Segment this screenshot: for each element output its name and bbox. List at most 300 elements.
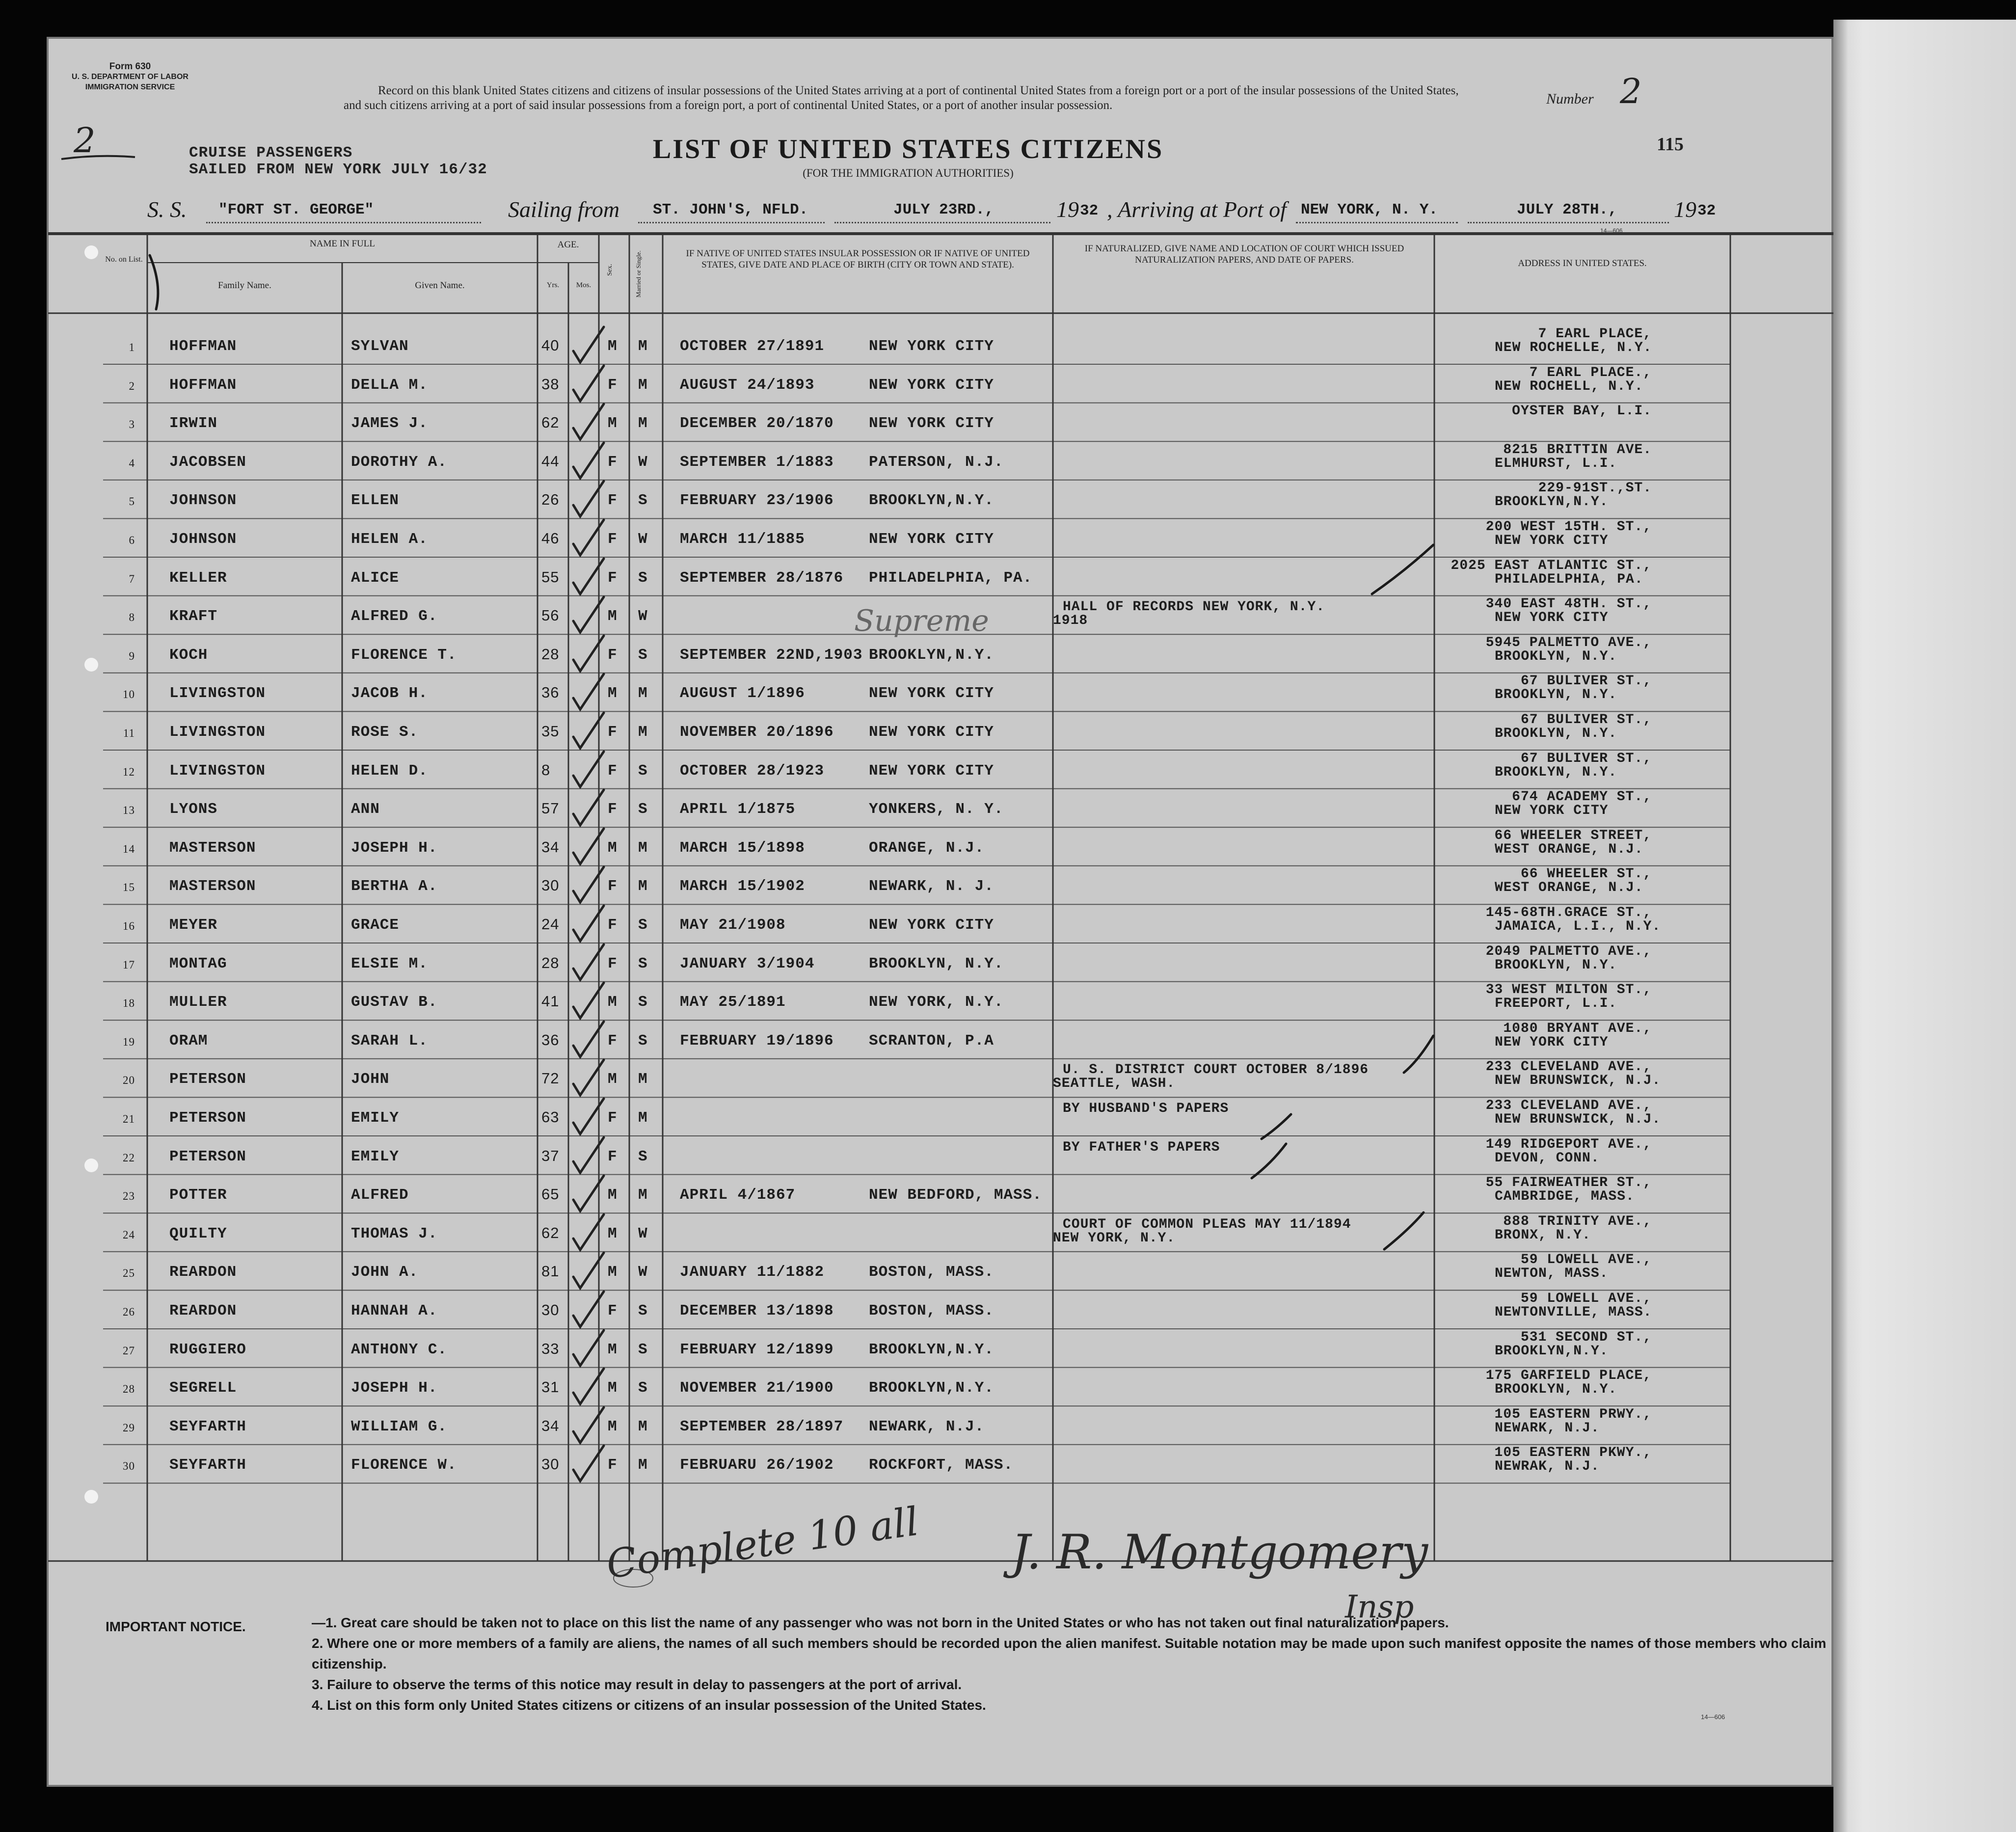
row-number: 2	[129, 379, 135, 392]
age-years: 31	[541, 1378, 560, 1396]
check-mark-icon	[569, 1404, 614, 1449]
row-number: 13	[123, 804, 135, 817]
marital-status: W	[638, 608, 648, 625]
birth-date: AUGUST 24/1893	[680, 376, 815, 394]
sailing-from: ST. JOHN'S, NFLD.	[653, 201, 808, 218]
ship-name: "FORT ST. GEORGE"	[218, 201, 374, 218]
address-line-1: 145-68TH.GRACE ST.,	[1485, 905, 1652, 920]
age-years: 35	[541, 723, 560, 740]
age-years: 63	[541, 1108, 560, 1126]
given-name: ALICE	[351, 569, 400, 587]
row-number: 7	[129, 572, 135, 585]
supreme-note: Supreme	[854, 604, 989, 638]
birth-place: BOSTON, MASS.	[869, 1264, 994, 1281]
page-title: LIST OF UNITED STATES CITIZENS	[652, 134, 1164, 164]
sex: F	[608, 646, 618, 664]
marital-status: S	[638, 994, 648, 1011]
given-name: ANN	[351, 801, 380, 818]
marital-status: S	[638, 1148, 648, 1165]
row-number: 15	[123, 881, 135, 894]
naturalization-location: NEW YORK, N.Y.	[1053, 1230, 1176, 1246]
sex: F	[608, 955, 618, 972]
check-mark-icon	[569, 1443, 614, 1487]
address-line-1: OYSTER BAY, L.I.	[1512, 404, 1652, 419]
family-name: PETERSON	[169, 1109, 246, 1127]
marital-status: S	[638, 762, 648, 780]
given-name: FLORENCE T.	[351, 646, 457, 664]
family-name: REARDON	[169, 1264, 237, 1281]
family-name: PETERSON	[169, 1071, 246, 1088]
address-line-2: BROOKLYN,N.Y.	[1495, 1343, 1609, 1359]
notice-item: 2. Where one or more members of a family are aliens, the names of all such members should be recorded upon the alien manifest. Suitable notation may be made upon such manifest opposite the names of those members who claim citizenship.	[312, 1636, 1827, 1671]
address-line-1: 33 WEST MILTON ST.,	[1485, 982, 1652, 998]
address-line-1: 59 LOWELL AVE.,	[1520, 1252, 1652, 1268]
address-line-2: NEW BRUNSWICK, N.J.	[1495, 1112, 1661, 1127]
age-years: 33	[541, 1340, 560, 1357]
sailing-date: JULY 23RD.,	[893, 201, 994, 218]
family-name: IRWIN	[169, 415, 218, 432]
birth-date: MARCH 11/1885	[680, 531, 805, 548]
sex: F	[608, 569, 618, 587]
address-line-1: 66 WHEELER STREET,	[1494, 828, 1652, 843]
family-name: MASTERSON	[169, 878, 256, 895]
header-address: ADDRESS IN UNITED STATES.	[1518, 258, 1647, 269]
sex: M	[608, 1225, 618, 1242]
row-number: 5	[129, 495, 135, 508]
birth-date: SEPTEMBER 22ND,1903	[680, 646, 863, 664]
row-number: 25	[123, 1267, 135, 1280]
footer-code: 14—606	[1701, 1713, 1725, 1721]
page-number: 115	[1657, 134, 1684, 155]
given-name: ANTHONY C.	[351, 1341, 448, 1358]
form-identifier	[71, 61, 189, 92]
row-number: 3	[129, 418, 135, 431]
sex: M	[608, 839, 618, 857]
header-naturalized: IF NATURALIZED, GIVE NAME AND LOCATION OF COURT WHICH ISSUED NATURALIZATION PAPERS, AND DATE OF PAPERS.	[1084, 243, 1404, 265]
sex: M	[608, 1418, 618, 1435]
birth-date: MARCH 15/1902	[680, 878, 805, 895]
row-number: 30	[123, 1460, 135, 1473]
marital-status: M	[638, 1456, 648, 1474]
check-mark-icon	[569, 942, 614, 986]
address-line-1: 67 BULIVER ST.,	[1520, 751, 1652, 766]
marital-status: M	[638, 1186, 648, 1204]
family-name: LIVINGSTON	[169, 685, 266, 702]
address-line-1: 2049 PALMETTO AVE.,	[1485, 943, 1652, 959]
naturalization-court: BY HUSBAND'S PAPERS	[1063, 1101, 1229, 1116]
family-name: HOFFMAN	[169, 376, 237, 394]
given-name: HELEN A.	[351, 531, 428, 548]
sex: F	[608, 762, 618, 780]
age-years: 41	[541, 993, 560, 1010]
sex: F	[608, 724, 618, 741]
address-line-1: 340 EAST 48TH. ST.,	[1485, 596, 1652, 612]
address-line-2: BROOKLYN, N.Y.	[1495, 687, 1617, 703]
family-name: POTTER	[169, 1186, 227, 1204]
family-name: LIVINGSTON	[169, 724, 266, 741]
check-mark-icon	[569, 440, 614, 484]
given-name: FLORENCE W.	[351, 1456, 457, 1474]
address-line-1: 7 EARL PLACE.,	[1529, 365, 1652, 380]
given-name: BERTHA A.	[351, 878, 438, 895]
reference-code: 14—606	[1600, 227, 1623, 234]
birth-place: NEW YORK CITY	[869, 916, 994, 934]
sailing-year: 32	[1080, 202, 1099, 219]
age-years: 28	[541, 645, 560, 663]
age-years: 8	[541, 761, 551, 779]
age-years: 81	[541, 1263, 560, 1280]
address-line-2: NEW BRUNSWICK, N.J.	[1495, 1073, 1661, 1089]
ss-label: S. S.	[147, 197, 187, 222]
address-line-1: 105 EASTERN PKWY.,	[1494, 1445, 1652, 1461]
birth-place: NEW YORK CITY	[869, 762, 994, 780]
given-name: ELLEN	[351, 492, 400, 510]
birth-place: NEW YORK CITY	[869, 724, 994, 741]
row-number: 4	[129, 457, 135, 469]
address-line-1: 229-91ST.,ST.	[1538, 481, 1652, 496]
age-years: 62	[541, 414, 560, 431]
address-line-2: BROOKLYN, N.Y.	[1495, 726, 1617, 741]
header-family-name: Family Name.	[218, 280, 271, 291]
row-number: 9	[129, 649, 135, 662]
check-mark-icon	[569, 671, 614, 715]
naturalization-location: 1918	[1053, 613, 1088, 629]
family-name: KRAFT	[169, 608, 218, 625]
sex: F	[608, 1148, 618, 1165]
address-line-1: 233 CLEVELAND AVE.,	[1485, 1059, 1652, 1075]
row-number: 24	[123, 1228, 135, 1241]
sex: F	[608, 801, 618, 818]
address-line-1: 59 LOWELL AVE.,	[1520, 1291, 1652, 1306]
family-name: JOHNSON	[169, 492, 237, 510]
row-number: 22	[123, 1151, 135, 1164]
check-mark-icon	[569, 517, 614, 561]
family-name: SEGRELL	[169, 1379, 237, 1397]
address-line-2: NEWTONVILLE, MASS.	[1495, 1305, 1652, 1320]
given-name: SARAH L.	[351, 1032, 428, 1050]
marital-status: S	[638, 1379, 648, 1397]
birth-place: NEWARK, N. J.	[869, 878, 994, 895]
sailing-label: Sailing from	[508, 197, 620, 222]
address-line-2: NEW YORK CITY	[1495, 1034, 1609, 1050]
address-line-1: 8215 BRITTIN AVE.	[1503, 442, 1652, 458]
birth-place: NEW YORK CITY	[869, 338, 994, 355]
address-line-2: CAMBRIDGE, MASS.	[1495, 1189, 1635, 1205]
birth-place: NEWARK, N.J.	[869, 1418, 985, 1435]
check-mark-icon	[569, 1250, 614, 1294]
address-line-1: 66 WHEELER ST.,	[1520, 866, 1652, 882]
address-line-1: 233 CLEVELAND AVE.,	[1485, 1098, 1652, 1113]
address-line-2: NEW YORK CITY	[1495, 803, 1609, 819]
address-line-1: 149 RIDGEPORT AVE.,	[1485, 1136, 1652, 1152]
address-line-2: NEWARK, N.J.	[1495, 1420, 1600, 1436]
sex: M	[608, 994, 618, 1011]
row-number: 12	[123, 765, 135, 778]
arriving-year: 32	[1697, 202, 1716, 219]
birth-date: JANUARY 11/1882	[680, 1264, 825, 1281]
check-mark-icon	[569, 710, 614, 754]
birth-place: YONKERS, N. Y.	[869, 801, 1004, 818]
birth-date: SEPTEMBER 1/1883	[680, 453, 834, 471]
check-mark-icon	[569, 864, 614, 908]
marital-status: M	[638, 415, 648, 432]
given-name: GRACE	[351, 916, 400, 934]
sex: F	[608, 531, 618, 548]
naturalization-court: U. S. DISTRICT COURT OCTOBER 8/1896	[1063, 1062, 1369, 1078]
arriving-label: , Arriving at Port of	[1107, 197, 1287, 222]
family-name: ORAM	[169, 1032, 208, 1050]
birth-date: DECEMBER 13/1898	[680, 1302, 834, 1320]
notice-item: —1. Great care should be taken not to place on this list the name of any passenger who was not born in the United States or who has not taken out final naturalization papers.	[312, 1615, 1449, 1630]
age-years: 28	[541, 954, 560, 971]
given-name: JOHN	[351, 1071, 390, 1088]
given-name: THOMAS J.	[351, 1225, 438, 1242]
birth-place: NEW YORK, N.Y.	[869, 994, 1004, 1011]
check-mark-icon	[569, 1289, 614, 1333]
marital-status: M	[638, 376, 648, 394]
birth-date: FEBRUARY 23/1906	[680, 492, 834, 510]
birth-place: PHILADELPHIA, PA.	[869, 569, 1033, 587]
arriving-port: NEW YORK, N. Y.	[1301, 201, 1438, 218]
birth-date: NOVEMBER 21/1900	[680, 1379, 834, 1397]
given-name: WILLIAM G.	[351, 1418, 448, 1435]
age-years: 34	[541, 1417, 560, 1434]
address-line-2: BROOKLYN, N.Y.	[1495, 764, 1617, 780]
sex: F	[608, 1302, 618, 1320]
birth-date: FEBRUARU 26/1902	[680, 1456, 834, 1474]
age-years: 46	[541, 530, 560, 547]
age-years: 40	[541, 337, 560, 354]
given-name: GUSTAV B.	[351, 994, 438, 1011]
sex: F	[608, 492, 618, 510]
marital-status: M	[638, 1109, 648, 1127]
family-name: PETERSON	[169, 1148, 246, 1165]
age-years: 65	[541, 1185, 560, 1203]
header-given-name: Given Name.	[415, 280, 465, 291]
address-line-2: BROOKLYN, N.Y.	[1495, 957, 1617, 973]
sex: M	[608, 608, 618, 625]
family-name: KOCH	[169, 646, 208, 664]
address-line-2: ELMHURST, L.I.	[1495, 456, 1617, 471]
check-mark-icon	[569, 1134, 614, 1179]
given-name: ROSE S.	[351, 724, 419, 741]
row-number: 26	[123, 1306, 135, 1318]
check-mark-icon	[569, 749, 614, 793]
marital-status: M	[638, 839, 648, 857]
address-line-1: 175 GARFIELD PLACE,	[1485, 1368, 1652, 1384]
check-mark-icon	[569, 556, 614, 600]
year-prefix: 19	[1056, 197, 1079, 222]
given-name: JOHN A.	[351, 1264, 419, 1281]
address-line-1: 67 BULIVER ST.,	[1520, 712, 1652, 727]
family-name: MONTAG	[169, 955, 227, 972]
age-years: 56	[541, 607, 560, 624]
header-married-single: Married or Single.	[635, 250, 642, 297]
birth-date: MAY 21/1908	[680, 916, 786, 934]
row-number: 8	[129, 611, 135, 624]
naturalization-court: BY FATHER'S PAPERS	[1063, 1139, 1220, 1155]
birth-date: JANUARY 3/1904	[680, 955, 815, 972]
sex: M	[608, 338, 618, 355]
family-name: REARDON	[169, 1302, 237, 1320]
check-mark-icon	[569, 478, 614, 522]
address-line-1: 2025 EAST ATLANTIC ST.,	[1451, 558, 1652, 573]
form-number: Form 630	[109, 61, 151, 72]
address-line-2: NEW YORK CITY	[1495, 533, 1609, 548]
address-line-1: 7 EARL PLACE,	[1538, 326, 1652, 342]
marital-status: S	[638, 1302, 648, 1320]
birth-date: SEPTEMBER 28/1897	[680, 1418, 844, 1435]
family-name: LYONS	[169, 801, 218, 818]
marital-status: W	[638, 531, 648, 548]
number-label: Number	[1546, 91, 1594, 107]
row-number: 20	[123, 1074, 135, 1087]
family-name: JOHNSON	[169, 531, 237, 548]
marital-status: M	[638, 685, 648, 702]
family-name: KELLER	[169, 569, 227, 587]
family-name: MULLER	[169, 994, 227, 1011]
birth-place: ORANGE, N.J.	[869, 839, 985, 857]
birth-place: BROOKLYN,N.Y.	[869, 1379, 994, 1397]
address-line-2: PHILADELPHIA, PA.	[1495, 571, 1643, 587]
check-mark-icon	[569, 633, 614, 677]
birth-place: NEW YORK CITY	[869, 531, 994, 548]
header-name-in-full: NAME IN FULL	[310, 239, 375, 249]
birth-date: MAY 25/1891	[680, 994, 786, 1011]
row-number: 16	[123, 920, 135, 932]
birth-place: ROCKFORT, MASS.	[869, 1456, 1014, 1474]
birth-date: APRIL 1/1875	[680, 801, 796, 818]
age-years: 55	[541, 568, 560, 586]
arriving-date: JULY 28TH.,	[1517, 201, 1617, 218]
sex: M	[608, 1341, 618, 1358]
check-mark-icon	[569, 826, 614, 870]
birth-place: BOSTON, MASS.	[869, 1302, 994, 1320]
sex: M	[608, 685, 618, 702]
sex: M	[608, 1379, 618, 1397]
ship-line	[147, 196, 1718, 226]
sex: F	[608, 1109, 618, 1127]
naturalization-court: HALL OF RECORDS NEW YORK, N.Y.	[1063, 599, 1325, 615]
given-name: DOROTHY A.	[351, 453, 448, 471]
row-number: 11	[123, 727, 135, 739]
check-mark-icon	[569, 903, 614, 947]
given-name: JACOB H.	[351, 685, 428, 702]
binder-hole	[84, 658, 98, 672]
binder-hole	[84, 1490, 98, 1504]
marital-status: S	[638, 1032, 648, 1050]
check-mark-icon	[569, 401, 614, 445]
row-number: 29	[123, 1421, 135, 1434]
header-sex: Sex.	[606, 264, 614, 276]
birth-place: NEW YORK CITY	[869, 685, 994, 702]
row-number: 21	[123, 1113, 135, 1125]
family-name: LIVINGSTON	[169, 762, 266, 780]
cruise-line-1: CRUISE PASSENGERS	[189, 144, 353, 162]
inspector-title: Insp	[1345, 1589, 1414, 1625]
address-line-1: 67 BULIVER ST.,	[1520, 674, 1652, 689]
check-mark-icon	[569, 1173, 614, 1217]
marital-status: W	[638, 1225, 648, 1242]
row-number: 23	[123, 1190, 135, 1203]
birth-place: SCRANTON, P.A	[869, 1032, 994, 1050]
address-line-1: 5945 PALMETTO AVE.,	[1485, 635, 1652, 650]
address-line-2: BROOKLYN,N.Y.	[1495, 494, 1609, 510]
family-name: MEYER	[169, 916, 218, 934]
marital-status: M	[638, 1071, 648, 1088]
row-number: 17	[123, 958, 135, 971]
birth-date: OCTOBER 27/1891	[680, 338, 825, 355]
given-name: DELLA M.	[351, 376, 428, 394]
facing-page-edge	[1833, 20, 2016, 1832]
age-years: 24	[541, 916, 560, 933]
birth-date: OCTOBER 28/1923	[680, 762, 825, 780]
given-name: HANNAH A.	[351, 1302, 438, 1320]
age-years: 30	[541, 877, 560, 894]
marital-status: M	[638, 878, 648, 895]
address-line-2: BROOKLYN, N.Y.	[1495, 648, 1617, 664]
cruise-note	[189, 145, 487, 178]
address-line-2: JAMAICA, L.I., N.Y.	[1495, 919, 1661, 934]
birth-place: BROOKLYN,N.Y.	[869, 1341, 994, 1358]
check-mark-icon	[569, 594, 614, 638]
sex: F	[608, 453, 618, 471]
address-line-1: 674 ACADEMY ST.,	[1512, 789, 1652, 805]
age-years: 62	[541, 1224, 560, 1241]
age-years: 36	[541, 1031, 560, 1049]
marital-status: S	[638, 801, 648, 818]
family-name: MASTERSON	[169, 839, 256, 857]
address-line-2: DEVON, CONN.	[1495, 1150, 1600, 1166]
row-number: 19	[123, 1035, 135, 1048]
birth-date: NOVEMBER 20/1896	[680, 724, 834, 741]
handwritten-underline	[59, 153, 137, 163]
header-age: AGE.	[557, 240, 579, 250]
marital-status: S	[638, 916, 648, 934]
sex: F	[608, 916, 618, 934]
birth-date: SEPTEMBER 28/1876	[680, 569, 844, 587]
given-name: EMILY	[351, 1148, 400, 1165]
naturalization-court: COURT OF COMMON PLEAS MAY 11/1894	[1063, 1216, 1351, 1232]
age-years: 36	[541, 684, 560, 701]
marital-status: M	[638, 1418, 648, 1435]
marital-status: S	[638, 492, 648, 510]
age-years: 30	[541, 1455, 560, 1473]
check-mark-icon	[569, 787, 614, 831]
birth-place: BROOKLYN,N.Y.	[869, 646, 994, 664]
family-name: SEYFARTH	[169, 1456, 246, 1474]
complete-note: Complete 10 all	[603, 1498, 921, 1588]
inspector-signature: J. R. Montgomery	[1011, 1525, 1428, 1580]
year-prefix: 19	[1674, 197, 1696, 222]
age-years: 72	[541, 1070, 560, 1087]
birth-date: FEBRUARY 12/1899	[680, 1341, 834, 1358]
row-number: 6	[129, 534, 135, 546]
birth-date: FEBRUARY 19/1896	[680, 1032, 834, 1050]
sex: F	[608, 376, 618, 394]
marital-status: W	[638, 453, 648, 471]
address-line-1: 531 SECOND ST.,	[1520, 1329, 1652, 1345]
marital-status: S	[638, 955, 648, 972]
notice-item: 4. List on this form only United States citizens or citizens of an insular possession of the United States.	[312, 1697, 986, 1713]
address-line-2: NEW YORK CITY	[1495, 610, 1609, 626]
marital-status: W	[638, 1264, 648, 1281]
row-number: 14	[123, 842, 135, 855]
sex: M	[608, 1071, 618, 1088]
header-birth: IF NATIVE OF UNITED STATES INSULAR POSSESSION OR IF NATIVE OF UNITED STATES, GIVE DATE AND PLACE OF BIRTH (CITY OR TOWN AND STATE).	[686, 248, 1030, 270]
row-number: 28	[123, 1383, 135, 1396]
birth-date: AUGUST 1/1896	[680, 685, 805, 702]
